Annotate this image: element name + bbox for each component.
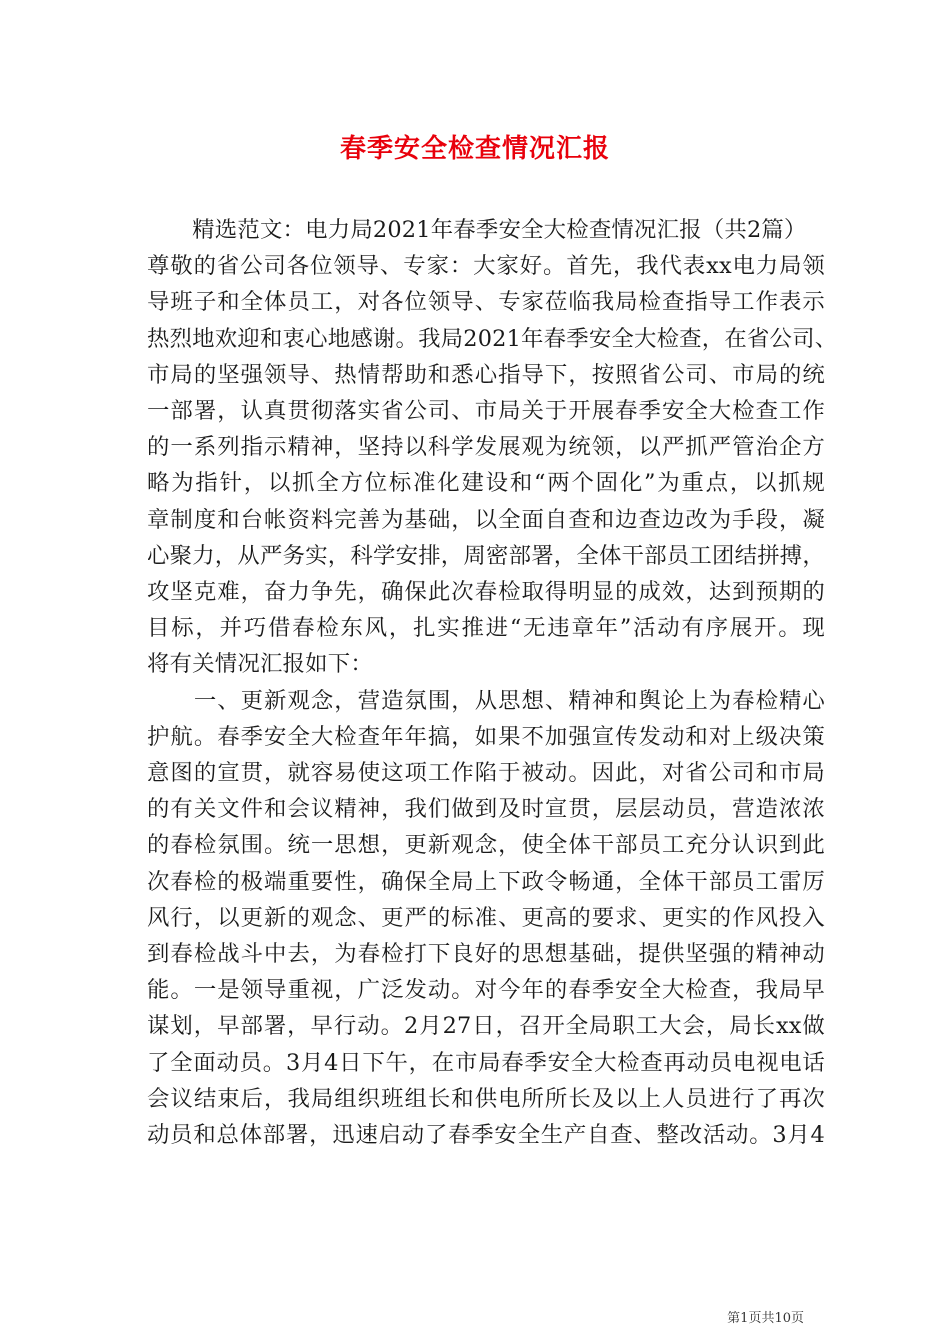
text-line: 尊敬的省公司各位领导、专家：大家好。首先，我代表xx电力局领 [147,253,825,280]
text-line: 市局的坚强领导、热情帮助和悉心指导下，按照省公司、市局的统 [147,361,825,388]
text-line: 能。一是领导重视，广泛发动。对今年的春季安全大检查，我局早 [147,977,825,1004]
text-line: 会议结束后，我局组织班组长和供电所所长及以上人员进行了再次 [147,1085,825,1112]
text-line: 的春检氛围。统一思想，更新观念，使全体干部员工充分认识到此 [147,832,825,859]
text-line: 章制度和台帐资料完善为基础，以全面自查和边查边改为手段，凝 [147,506,825,533]
text-line: 精选范文：电力局2021年春季安全大检查情况汇报（共2篇） [147,217,807,243]
text-line: 的有关文件和会议精神，我们做到及时宣贯，层层动员，营造浓浓 [147,796,825,823]
text-line: 次春检的极端重要性，确保全局上下政令畅通，全体干部员工雷厉 [147,868,825,895]
text-line: 一、更新观念，营造氛围，从思想、精神和舆论上为春检精心 [147,687,825,714]
text-line: 动员和总体部署，迅速启动了春季安全生产自查、整改活动。3月4 [147,1122,825,1149]
text-line: 护航。春季安全大检查年年搞，如果不加强宣传发动和对上级决策 [147,723,825,750]
text-line: 攻坚克难，奋力争先，确保此次春检取得明显的成效，达到预期的 [147,579,825,606]
text-line: 目标，并巧借春检东风，扎实推进“无违章年”活动有序展开。现 [147,615,825,642]
text-line: 热烈地欢迎和衷心地感谢。我局2021年春季安全大检查，在省公司、 [147,325,838,352]
text-line: 风行，以更新的观念、更严的标准、更高的要求、更实的作风投入 [147,904,825,931]
text-line: 谋划，早部署，早行动。2月27日，召开全局职工大会，局长xx做 [147,1013,825,1040]
text-line: 心聚力，从严务实，科学安排，周密部署，全体干部员工团结拼搏， [147,542,825,569]
text-line: 导班子和全体员工，对各位领导、专家莅临我局检查指导工作表示 [147,289,825,316]
text-line: 的一系列指示精神，坚持以科学发展观为统领，以严抓严管治企方 [147,434,825,461]
text-line: 略为指针，以抓全方位标准化建设和“两个固化”为重点，以抓规 [147,470,825,497]
text-line: 意图的宣贯，就容易使这项工作陷于被动。因此，对省公司和市局 [147,760,825,787]
document-body [147,212,838,1153]
text-line: 一部署，认真贯彻落实省公司、市局关于开展春季安全大检查工作 [147,398,825,425]
text-line: 将有关情况汇报如下： [147,651,373,678]
text-line: 到春检战斗中去，为春检打下良好的思想基础，提供坚强的精神动 [147,941,825,968]
page-number: 第1页共10页 [727,1311,804,1326]
text-line: 了全面动员。3月4日下午，在市局春季安全大检查再动员电视电话 [147,1049,825,1076]
document-title: 春季安全检查情况汇报 [339,134,610,164]
